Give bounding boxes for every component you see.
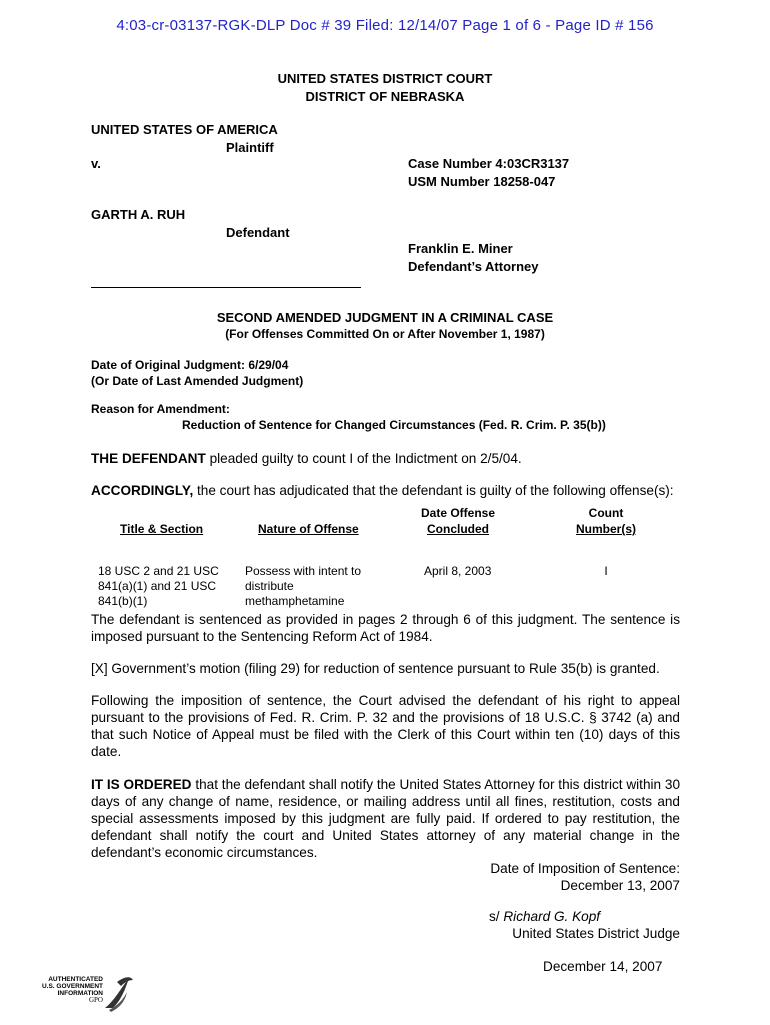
imposition-label: Date of Imposition of Sentence: [490, 861, 680, 876]
judge-title: United States District Judge [512, 926, 680, 941]
court-district: DISTRICT OF NEBRASKA [305, 89, 465, 104]
judge-name: Richard G. Kopf [503, 909, 601, 924]
motion-paragraph: [X] Government’s motion (filing 29) for reduction of sentence pursuant to Rule 35(b) is granted. [91, 661, 660, 676]
logo-line: GPO [88, 996, 103, 1004]
row-date: April 8, 2003 [424, 564, 492, 578]
nature-line: distribute [245, 579, 294, 593]
logo-line: U.S. GOVERNMENT [41, 983, 103, 990]
row-title-section [98, 564, 219, 609]
versus: v. [91, 156, 101, 171]
amendment-reason: Reduction of Sentence for Changed Circumstances (Fed. R. Crim. P. 35(b)) [182, 418, 606, 432]
nature-line: methamphetamine [245, 594, 345, 608]
defendant-role: Defendant [226, 225, 290, 240]
appeal-paragraph: Following the imposition of sentence, the Court advised the defendant of his right to appeal pursuant to the provisions of Fed. R. Crim. P. 32 and the provisions of 18 U.S.C. § 3742 (a) and that such Notice of Appeal must be filed with the Clerk of this Court within ten (10) days of this date. [91, 693, 680, 759]
title-section-line: 841(b)(1) [98, 594, 148, 608]
plea-lead: THE DEFENDANT [91, 451, 206, 466]
accordingly-statement [91, 482, 691, 499]
signed-date: December 14, 2007 [543, 959, 663, 974]
nature-line: Possess with intent to [245, 564, 362, 578]
defendant-name: GARTH A. RUH [91, 207, 186, 222]
last-amended-label: (Or Date of Last Amended Judgment) [91, 374, 304, 388]
signature-line [489, 908, 600, 925]
judgment-subtitle: (For Offenses Committed On or After November 1, 1987) [225, 327, 545, 341]
court-name: UNITED STATES DISTRICT COURT [277, 71, 493, 86]
court-heading [0, 70, 770, 106]
imposition-date: December 13, 2007 [560, 878, 680, 893]
header-date-line2: Concluded [427, 522, 489, 536]
plea-text: pleaded guilty to count I of the Indictment on 2/5/04. [205, 451, 522, 466]
row-nature [245, 564, 361, 609]
case-number: Case Number 4:03CR3137 [408, 156, 570, 171]
attorney-name: Franklin E. Miner [408, 241, 513, 256]
docket-header: 4:03-cr-03137-RGK-DLP Doc # 39 Filed: 12/14/07 Page 1 of 6 - Page ID # 156 [116, 17, 654, 34]
caption-divider [91, 287, 361, 288]
ordered-lead: IT IS ORDERED [91, 777, 192, 792]
sentenced-paragraph: The defendant is sentenced as provided in pages 2 through 6 of this judgment. The sentence is imposed pursuant to the Sentencing Reform Act of 1984. [91, 612, 680, 644]
title-section-line: 841(a)(1) and 21 USC [98, 579, 217, 593]
header-count-line2: Number(s) [575, 522, 636, 536]
row-count: I [604, 564, 608, 578]
logo-line: AUTHENTICATED [48, 976, 103, 983]
header-nature: Nature of Offense [258, 522, 359, 536]
amendment-label: Reason for Amendment: [91, 402, 230, 416]
plaintiff-name: UNITED STATES OF AMERICA [91, 122, 278, 137]
judgment-title: SECOND AMENDED JUDGMENT IN A CRIMINAL CASE [216, 310, 554, 325]
usm-number: USM Number 18258-047 [408, 174, 556, 189]
original-judgment-date: Date of Original Judgment: 6/29/04 [91, 358, 289, 372]
accordingly-text: the court has adjudicated that the defendant is guilty of the following offense(s): [193, 483, 674, 498]
header-title-section: Title & Section [120, 522, 204, 536]
ordered-text: that the defendant shall notify the United States Attorney for this district within 30 days of any change of name, residence, or mailing address until all fines, restitution, costs and special assessments imposed by this judgment are fully paid. If ordered to pay restitution, the defendant shall notify the court and United States attorney of any material change in the defendant’s economic circumstances. [91, 777, 681, 860]
defendant-plea [91, 450, 691, 467]
accordingly-lead: ACCORDINGLY, [91, 483, 194, 498]
header-count-line1: Count [588, 506, 624, 520]
gpo-authentication-logo [35, 970, 145, 1020]
logo-line: INFORMATION [57, 990, 103, 997]
header-date-line1: Date Offense [420, 506, 496, 520]
signature-prefix: s/ [489, 909, 504, 924]
plaintiff-role: Plaintiff [226, 140, 274, 155]
title-section-line: 18 USC 2 and 21 USC [98, 564, 219, 578]
logo-text [39, 976, 103, 1004]
ordered-paragraph [91, 776, 680, 861]
attorney-role: Defendant’s Attorney [408, 259, 539, 274]
